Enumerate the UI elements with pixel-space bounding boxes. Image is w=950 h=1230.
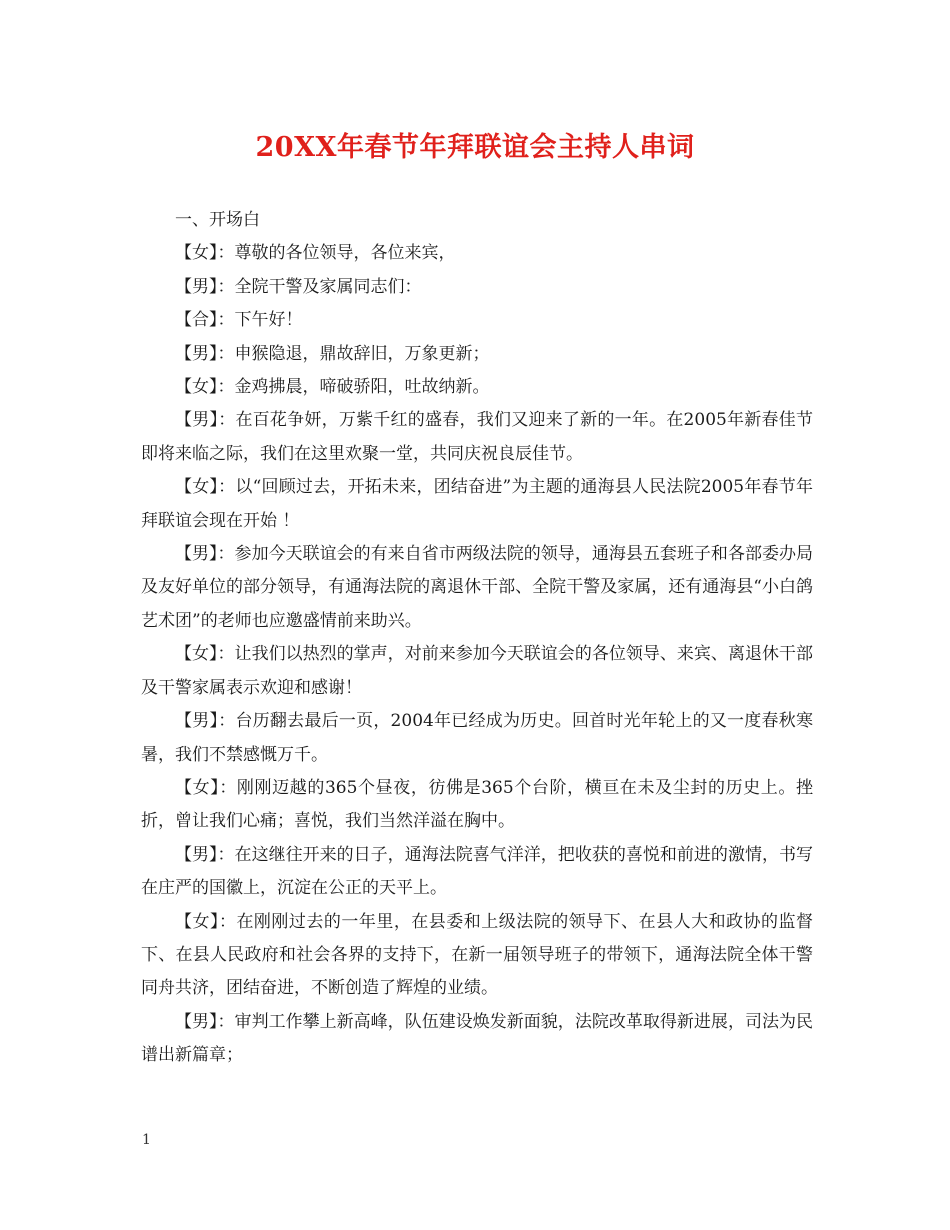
document-body [141, 204, 813, 1073]
paragraph: 【女】：在刚刚过去的一年里，在县委和上级法院的领导下、在县人大和政协的监督下、在县人民政府和社会各界的支持下，在新一届领导班子的带领下，通海法院全体干警同舟共济，团结奋进，不断创造了辉煌的业绩。 [141, 911, 813, 999]
paragraph: 【男】：全院干警及家属同志们： [175, 276, 422, 297]
paragraph: 【男】：台历翻去最后一页，2004年已经成为历史。回首时光年轮上的又一度春秋寒暑，我们不禁感慨万千。 [141, 711, 813, 765]
paragraph: 【男】：申猴隐退，鼎故辞旧，万象更新； [175, 343, 490, 364]
page-number: 1 [142, 1132, 151, 1148]
paragraph: 【合】：下午好！ [175, 310, 303, 331]
paragraph: 一、开场白 [175, 210, 260, 230]
paragraph: 【男】：在百花争妍，万紫千红的盛春，我们又迎来了新的一年。在2005年新春佳节即将来临之际，我们在这里欢聚一堂，共同庆祝良辰佳节。 [141, 410, 813, 464]
paragraph: 【女】：以“回顾过去，开拓未来，团结奋进”为主题的通海县人民法院2005年春节年拜联谊会现在开始 ！ [141, 477, 813, 531]
paragraph: 【女】：让我们以热烈的掌声，对前来参加今天联谊会的各位领导、来宾、离退休干部及干警家属表示欢迎和感谢！ [141, 644, 813, 698]
paragraph: 【女】：金鸡拂晨，啼破骄阳，吐故纳新。 [175, 377, 490, 398]
paragraph: 【女】：刚刚迈越的365个昼夜，彷佛是365个台阶，横亘在未及尘封的历史上。挫折，曾让我们心痛；喜悦，我们当然洋溢在胸中。 [141, 777, 813, 832]
paragraph: 【男】：在这继往开来的日子，通海法院喜气洋洋，把收获的喜悦和前进的激情，书写在庄严的国徽上，沉淀在公正的天平上。 [141, 844, 813, 899]
paragraph: 【女】：尊敬的各位领导，各位来宾， [175, 243, 456, 264]
document-title: 20XX年春节年拜联谊会主持人串词 [255, 132, 695, 163]
paragraph: 【男】：审判工作攀上新高峰，队伍建设焕发新面貌，法院改革取得新进展，司法为民谱出新篇章； [141, 1011, 813, 1066]
paragraph: 【男】：参加今天联谊会的有来自省市两级法院的领导，通海县五套班子和各部委办局及友好单位的部分领导，有通海法院的离退休干部、全院干警及家属，还有通海县“小白鸽艺术团”的老师也应邀盛情前来助兴。 [141, 544, 813, 631]
